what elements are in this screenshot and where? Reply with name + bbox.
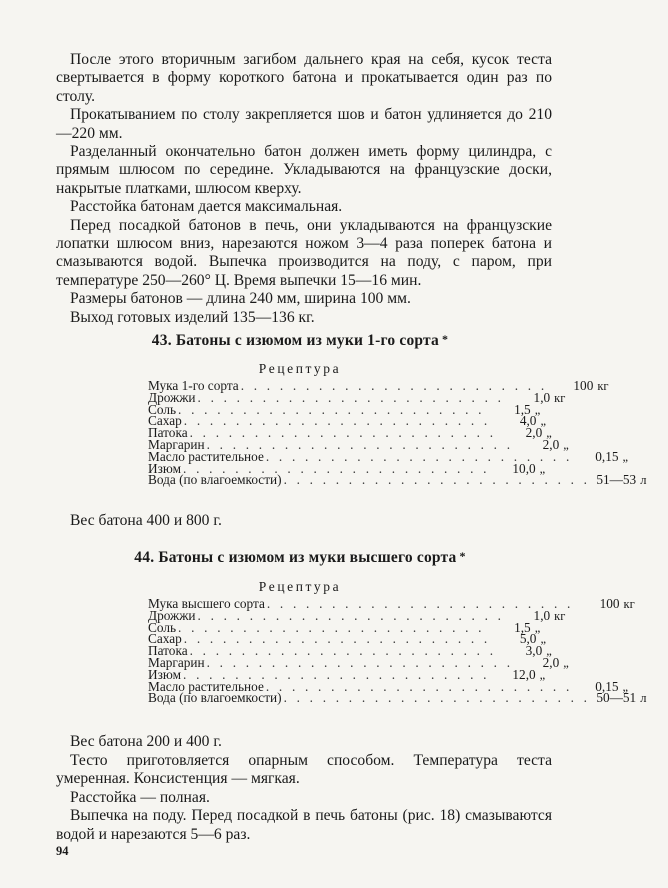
leader-dots: . . . . . . . . . . . . . . . . . . . . . . . . [265,448,573,464]
paragraph: Выход готовых изделий 135—136 кг. [70,308,315,326]
leader-dots: . . . . . . . . . . . . . . . . . . . . . . . . [189,643,497,659]
ingredient-unit: „ [546,644,552,659]
ingredient-unit: „ [539,667,546,682]
recipe-title: Рецептура [258,361,342,376]
ingredient-unit: кг [554,608,566,623]
ingredient-name: Дрожжи [148,389,196,405]
recipe-row [148,472,647,488]
ingredient-value: 3,0 [525,643,543,659]
ingredient-value: 100 [573,378,594,393]
section-43-heading [0,332,600,350]
ingredient-name: Масло растительное [148,678,264,694]
ingredient-value: 1,5 [514,619,531,635]
ingredient-name: Соль [148,619,177,635]
ingredient-name: Мука 1-го сорта [148,378,239,393]
leader-dots: . . . . . . . . . . . . . . . . . . . . . . . . [206,436,514,452]
leader-dots: . . . . . . . . . . . . . . . . . . . . . . . . [265,678,573,694]
ingredient-unit: „ [563,655,569,670]
leader-dots: . . . . . . . . . . . . . . . . . . . . . . . . [197,389,505,405]
ingredient-unit: кг [623,597,635,611]
ingredient-value: 0,15 [595,678,619,694]
leader-dots: . . . . . . . . . . . . . . . . . . . . . . . . [178,401,485,417]
paragraph: Расстойка — полная. [70,788,210,806]
footnote-star: * [441,332,449,346]
ingredient-unit: „ [534,402,541,417]
page-number: 94 [56,844,69,858]
leader-dots: . . . . . . . . . . . . . . . . . . . . . . . . [183,631,491,647]
ingredient-unit: кг [597,379,609,393]
ingredient-unit: „ [540,632,546,647]
ingredient-name: Изюм [148,460,182,476]
leader-dots: . . . . . . . . . . . . . . . . . . . . . . . . [283,472,591,488]
leader-dots: . . . . . . . . . . . . . . . . . . . . . . . . [178,619,485,635]
leader-dots: . . . . . . . . . . . . . . . . . . . . . . . . [183,666,490,682]
ingredient-value: 2,0 [525,425,543,441]
ingredient-unit: „ [540,414,546,429]
heading-text: 43. Батоны с изюмом из муки 1-го сорта [151,332,439,349]
paragraph: Тесто приготовляется опарным способом. Температура теста умеренная. Консистенция — мягкая. [56,752,552,788]
paragraph: Расстойка батонам дается максимальная. [70,198,343,216]
ingredient-name: Сахар [148,413,182,429]
intro-text [56,51,552,327]
ingredient-unit: „ [622,449,629,464]
ingredient-name: Патока [148,643,188,659]
ingredient-name: Изюм [148,666,182,682]
section-43-weight: Вес батона 400 и 800 г. [70,512,222,529]
section-44-heading [0,549,600,567]
ingredient-unit: „ [539,461,546,476]
ingredient-unit: кг [554,390,566,405]
recipe-row [148,690,647,706]
ingredient-unit: л [640,473,647,488]
ingredient-name: Масло растительное [148,448,264,464]
closing-text [56,752,552,844]
ingredient-unit: „ [534,620,541,635]
ingredient-name: Вода (по влагоемкости) [148,690,282,706]
ingredient-unit: „ [546,426,552,441]
ingredient-value: 0,15 [595,448,619,464]
ingredient-value: 10,0 [512,460,536,476]
ingredient-name: Мука высшего сорта [148,596,265,611]
ingredient-value: 1,0 [533,607,551,623]
leader-dots: . . . . . . . . . . . . . . . . . . . . . . . . [283,690,591,706]
ingredient-value: 5,0 [519,631,537,647]
ingredient-value: 2,0 [542,436,560,452]
ingredient-value: 12,0 [512,666,536,682]
recipe-title: Рецептура [258,579,342,594]
recipe-table-44 [148,596,647,706]
ingredient-value: 51—53 [596,472,637,488]
paragraph: Разделанный окончательно батон должен иметь форму цилиндра, с прямым шлюсом по середине. Укладываются на французские доски, накрытые платками, шлюсом кверху. [56,143,552,197]
ingredient-name: Маргарин [148,436,205,452]
ingredient-name: Вода (по влагоемкости) [148,472,282,488]
ingredient-name: Маргарин [148,654,205,670]
footnote-star: * [459,549,466,563]
ingredient-name: Патока [148,425,188,441]
ingredient-name: Соль [148,401,177,417]
paragraph: Размеры батонов — длина 240 мм, ширина 100 мм. [70,290,411,308]
paragraph: Выпечка на поду. Перед посадкой в печь батоны (рис. 18) смазываются водой и нарезаются 5—6 раз. [56,807,552,843]
heading-text: 44. Батоны с изюмом из муки высшего сорта [134,549,457,566]
ingredient-value: 1,0 [533,389,551,405]
leader-dots: . . . . . . . . . . . . . . . . . . . . . . . . [183,413,491,429]
section-44-weight: Вес батона 200 и 400 г. [70,733,222,750]
ingredient-unit: „ [622,679,629,694]
ingredient-name: Дрожжи [148,607,196,623]
paragraph: Прокатыванием по столу закрепляется шов и батон удлиняется до 210—220 мм. [56,106,552,142]
leader-dots: . . . . . . . . . . . . . . . . . . . . . . . . [189,425,497,441]
ingredient-value: 4,0 [519,413,537,429]
ingredient-unit: л [640,691,647,706]
ingredient-unit: „ [563,437,569,452]
ingredient-value: 50—51 [596,690,637,706]
ingredient-value: 1,5 [514,401,531,417]
leader-dots: . . . . . . . . . . . . . . . . . . . . . . . . [240,378,548,393]
leader-dots: . . . . . . . . . . . . . . . . . . . . . . . . [183,460,490,476]
leader-dots: . . . . . . . . . . . . . . . . . . . . . . . . [206,654,514,670]
leader-dots: . . . . . . . . . . . . . . . . . . . . . . . . [197,607,505,623]
paragraph: После этого вторичным загибом дальнего края на себя, кусок теста свертывается в форму короткого батона и прокатывается один раз по столу. [56,51,552,105]
ingredient-name: Сахар [148,631,182,647]
leader-dots: . . . . . . . . . . . . . . . . . . . . . . . . [266,596,574,611]
paragraph: Перед посадкой батонов в печь, они укладываются на французские лопатки шлюсом вниз, нарезаются ножом 3—4 раза поперек батона и смазываются водой. Выпечка производится на поду, с паром, при температуре 250—260° Ц. Время выпечки 15—16 мин. [56,216,552,289]
recipe-table-43 [148,378,647,488]
ingredient-value: 2,0 [542,654,560,670]
ingredient-value: 100 [599,596,620,611]
